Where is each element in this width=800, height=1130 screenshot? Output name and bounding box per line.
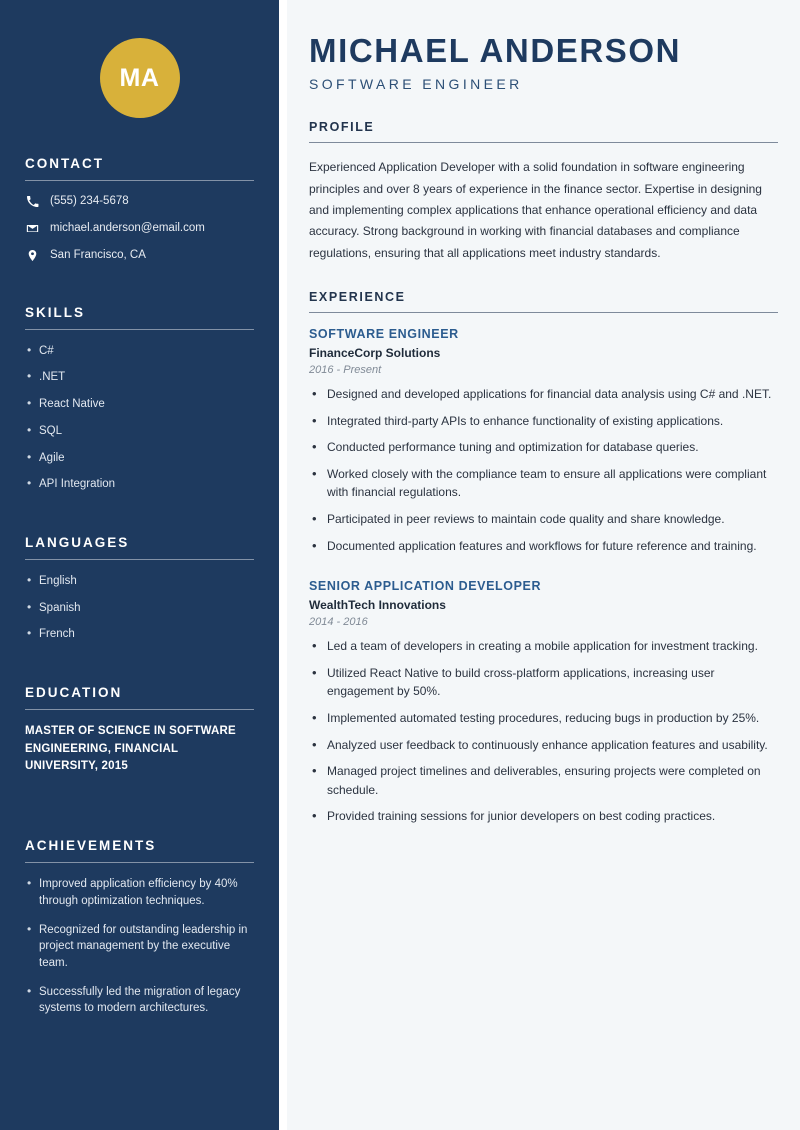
list-item: • Provided training sessions for junior developers on best coding practices. — [309, 807, 778, 826]
sidebar-section-contact — [25, 156, 254, 263]
contact-divider — [25, 180, 254, 181]
list-item: • Analyzed user feedback to continuously enhance application features and usability. — [309, 736, 778, 755]
phone-icon — [25, 194, 39, 208]
section-profile — [309, 120, 778, 264]
list-item: • Conducted performance tuning and optimization for database queries. — [309, 438, 778, 457]
sidebar — [0, 0, 279, 1130]
contact-email-value: michael.anderson@email.com — [50, 221, 205, 234]
experience-heading: EXPERIENCE — [309, 290, 406, 305]
sidebar-spacer-2 — [25, 515, 254, 535]
list-item: • Spanish — [25, 600, 254, 617]
job-bullet-list — [309, 637, 778, 826]
experience-gap — [309, 565, 778, 579]
list-item: • Integrated third-party APIs to enhance functionality of existing applications. — [309, 412, 778, 431]
list-item: • Designed and developed applications for financial data analysis using C# and .NET. — [309, 385, 778, 404]
education-entry: MASTER OF SCIENCE IN SOFTWARE ENGINEERING, FINANCIAL UNIVERSITY, 2015 — [25, 724, 236, 773]
map-pin-icon — [25, 248, 39, 262]
list-item: • Agile — [25, 450, 254, 467]
page-title: MICHAEL ANDERSON — [309, 32, 682, 69]
list-item: • C# — [25, 343, 254, 360]
avatar-initials: MA — [119, 63, 160, 92]
list-item: • Successfully led the migration of legacy systems to modern architectures. — [25, 984, 254, 1017]
achievements-heading: ACHIEVEMENTS — [25, 838, 157, 854]
list-item: • SQL — [25, 423, 254, 440]
job-company: FinanceCorp Solutions — [309, 346, 441, 361]
contact-heading: CONTACT — [25, 156, 104, 171]
job-title: SENIOR APPLICATION DEVELOPER — [309, 579, 542, 594]
column-gap — [279, 0, 287, 1130]
profile-heading: PROFILE — [309, 120, 375, 135]
job-company: WealthTech Innovations — [309, 598, 446, 613]
achievements-list — [25, 876, 254, 1017]
sidebar-spacer-4 — [25, 798, 254, 818]
contact-row-location[interactable] — [25, 248, 254, 263]
list-item: • Participated in peer reviews to maintain code quality and share knowledge. — [309, 510, 778, 529]
list-item: • Managed project timelines and deliverables, ensuring projects were completed on schedule. — [309, 762, 778, 799]
list-item: • API Integration — [25, 476, 254, 493]
sidebar-spacer-5 — [25, 818, 254, 838]
experience-divider — [309, 312, 778, 313]
education-divider — [25, 709, 254, 710]
envelope-icon — [25, 221, 39, 235]
list-item: • English — [25, 573, 254, 590]
avatar-container — [25, 0, 254, 156]
job-dates: 2014 - 2016 — [309, 616, 368, 629]
list-item: • Improved application efficiency by 40% through optimization techniques. — [25, 876, 254, 909]
list-item: • Worked closely with the compliance team to ensure all applications were compliant with financial regulations. — [309, 465, 778, 502]
job-bullet-list — [309, 385, 778, 555]
list-item: • French — [25, 626, 254, 643]
sidebar-section-languages — [25, 535, 254, 643]
avatar — [100, 38, 180, 118]
list-item: • Implemented automated testing procedures, reducing bugs in production by 25%. — [309, 709, 778, 728]
contact-location-value: San Francisco, CA — [50, 248, 146, 261]
contact-phone-value: (555) 234-5678 — [50, 195, 129, 207]
contact-row-email[interactable] — [25, 221, 254, 236]
sidebar-spacer-3 — [25, 665, 254, 685]
skills-list — [25, 343, 254, 493]
skills-divider — [25, 329, 254, 330]
sidebar-section-achievements — [25, 838, 254, 1017]
list-item: • React Native — [25, 396, 254, 413]
job-dates: 2016 - Present — [309, 364, 382, 377]
contact-row-phone[interactable] — [25, 194, 254, 209]
list-item: • Documented application features and workflows for future reference and training. — [309, 537, 778, 556]
list-item: • Utilized React Native to build cross-platform applications, increasing user engagement by 50%. — [309, 664, 778, 701]
section-experience — [309, 290, 778, 826]
list-item: • .NET — [25, 369, 254, 386]
experience-entry — [309, 327, 778, 555]
languages-list — [25, 573, 254, 643]
languages-heading: LANGUAGES — [25, 534, 130, 550]
main-content — [287, 0, 800, 1130]
education-heading: EDUCATION — [25, 684, 123, 700]
job-title: SOFTWARE ENGINEER — [309, 327, 459, 342]
list-item: • Led a team of developers in creating a mobile application for investment tracking. — [309, 637, 778, 656]
job-role-subtitle: SOFTWARE ENGINEER — [309, 76, 523, 93]
skills-heading: SKILLS — [25, 304, 86, 320]
languages-divider — [25, 559, 254, 560]
sidebar-section-skills — [25, 305, 254, 493]
sidebar-section-education — [25, 685, 254, 776]
experience-entry — [309, 579, 778, 826]
sidebar-spacer-1 — [25, 285, 254, 305]
list-item: • Recognized for outstanding leadership in project management by the executive team. — [25, 922, 254, 972]
profile-divider — [309, 142, 778, 143]
profile-text: Experienced Application Developer with a solid foundation in software engineering principles and over 8 years of experience in the finance sector. Expertise in designing and implementing complex applications that enhance operational efficiency and data accuracy. Strong background in working with financial databases and compliance regulations, ensuring that all applications meet industry standards. — [309, 160, 762, 260]
achievements-divider — [25, 862, 254, 863]
